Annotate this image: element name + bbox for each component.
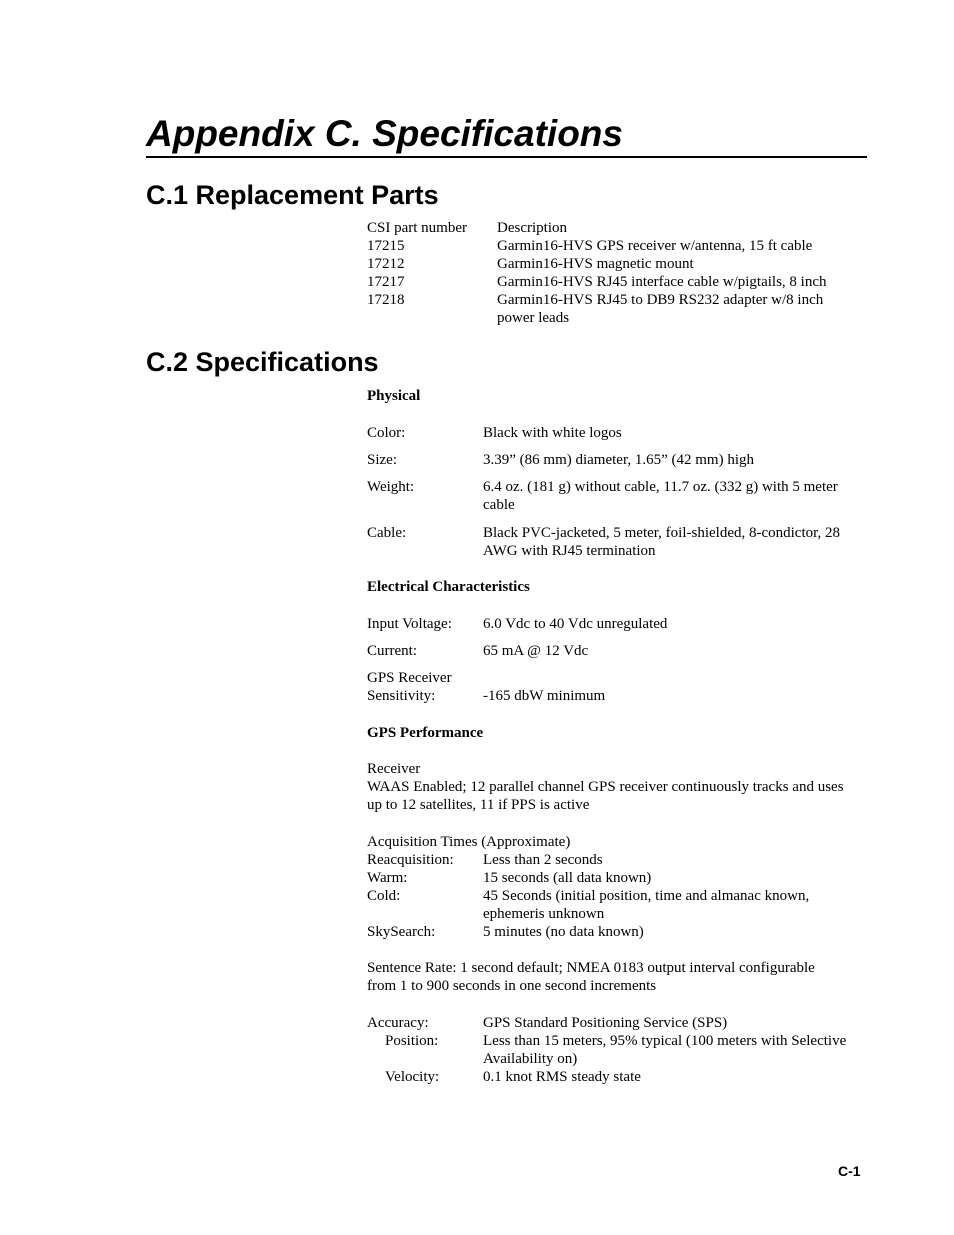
spec-value: Less than 2 seconds (483, 852, 603, 868)
part-description-continued: power leads (497, 310, 570, 326)
receiver-label: Receiver (367, 761, 421, 777)
sentence-rate-text-continued: from 1 to 900 seconds in one second increments (367, 978, 657, 994)
part-description: Garmin16-HVS GPS receiver w/antenna, 15 ft cable (497, 238, 813, 254)
spec-value: 0.1 knot RMS steady state (483, 1069, 641, 1085)
spec-label: Accuracy: (367, 1015, 429, 1031)
spec-label: Input Voltage: (367, 616, 452, 632)
spec-value-continued: Availability on) (483, 1051, 578, 1067)
part-number: 17218 (367, 292, 405, 308)
spec-value: -165 dbW minimum (483, 688, 606, 704)
part-description: Garmin16-HVS RJ45 interface cable w/pigtails, 8 inch (497, 274, 827, 290)
spec-label: Color: (367, 425, 406, 441)
receiver-text: WAAS Enabled; 12 parallel channel GPS receiver continuously tracks and uses (367, 779, 844, 795)
section-heading-specifications: C.2 Specifications (146, 347, 379, 377)
spec-label: SkySearch: (367, 924, 436, 940)
spec-value: Less than 15 meters, 95% typical (100 meters with Selective (483, 1033, 847, 1049)
page-title: Appendix C. Specifications (146, 113, 623, 154)
spec-value-continued: AWG with RJ45 termination (483, 543, 656, 559)
subheading-gps-performance: GPS Performance (367, 725, 484, 741)
spec-value: Black with white logos (483, 425, 622, 441)
spec-label: Cold: (367, 888, 401, 904)
spec-label: Sensitivity: (367, 688, 436, 704)
part-description: Garmin16-HVS RJ45 to DB9 RS232 adapter w/8 inch (497, 292, 824, 308)
spec-label: Size: (367, 452, 397, 468)
part-number: 17212 (367, 256, 405, 272)
column-header-part-number: CSI part number (367, 220, 467, 236)
spec-value: GPS Standard Positioning Service (SPS) (483, 1015, 728, 1031)
spec-label: Position: (385, 1033, 439, 1049)
spec-value: 5 minutes (no data known) (483, 924, 644, 940)
part-description: Garmin16-HVS magnetic mount (497, 256, 694, 272)
spec-value: 45 Seconds (initial position, time and almanac known, (483, 888, 810, 904)
part-number: 17215 (367, 238, 405, 254)
acquisition-heading: Acquisition Times (Approximate) (367, 834, 571, 850)
spec-value: 65 mA @ 12 Vdc (483, 643, 589, 659)
spec-label: Cable: (367, 525, 407, 541)
spec-label: Current: (367, 643, 417, 659)
column-header-description: Description (497, 220, 567, 236)
sentence-rate-text: Sentence Rate: 1 second default; NMEA 0183 output interval configurable (367, 960, 815, 976)
section-heading-replacement-parts: C.1 Replacement Parts (146, 180, 439, 210)
spec-value: 6.4 oz. (181 g) without cable, 11.7 oz. (332 g) with 5 meter (483, 479, 838, 495)
spec-label: Reacquisition: (367, 852, 454, 868)
spec-value-continued: ephemeris unknown (483, 906, 605, 922)
spec-label: Weight: (367, 479, 415, 495)
title-rule (146, 156, 867, 158)
spec-label: GPS Receiver (367, 670, 452, 686)
spec-value: 6.0 Vdc to 40 Vdc unregulated (483, 616, 668, 632)
spec-value-continued: cable (483, 497, 515, 513)
part-number: 17217 (367, 274, 405, 290)
page-number: C-1 (838, 1163, 861, 1179)
spec-label: Velocity: (385, 1069, 440, 1085)
subheading-physical: Physical (367, 388, 421, 404)
spec-value: Black PVC-jacketed, 5 meter, foil-shielded, 8-condictor, 28 (483, 525, 841, 541)
spec-label: Warm: (367, 870, 408, 886)
receiver-text-continued: up to 12 satellites, 11 if PPS is active (367, 797, 590, 813)
subheading-electrical: Electrical Characteristics (367, 579, 530, 595)
spec-value: 15 seconds (all data known) (483, 870, 652, 886)
spec-value: 3.39” (86 mm) diameter, 1.65” (42 mm) high (483, 452, 755, 468)
